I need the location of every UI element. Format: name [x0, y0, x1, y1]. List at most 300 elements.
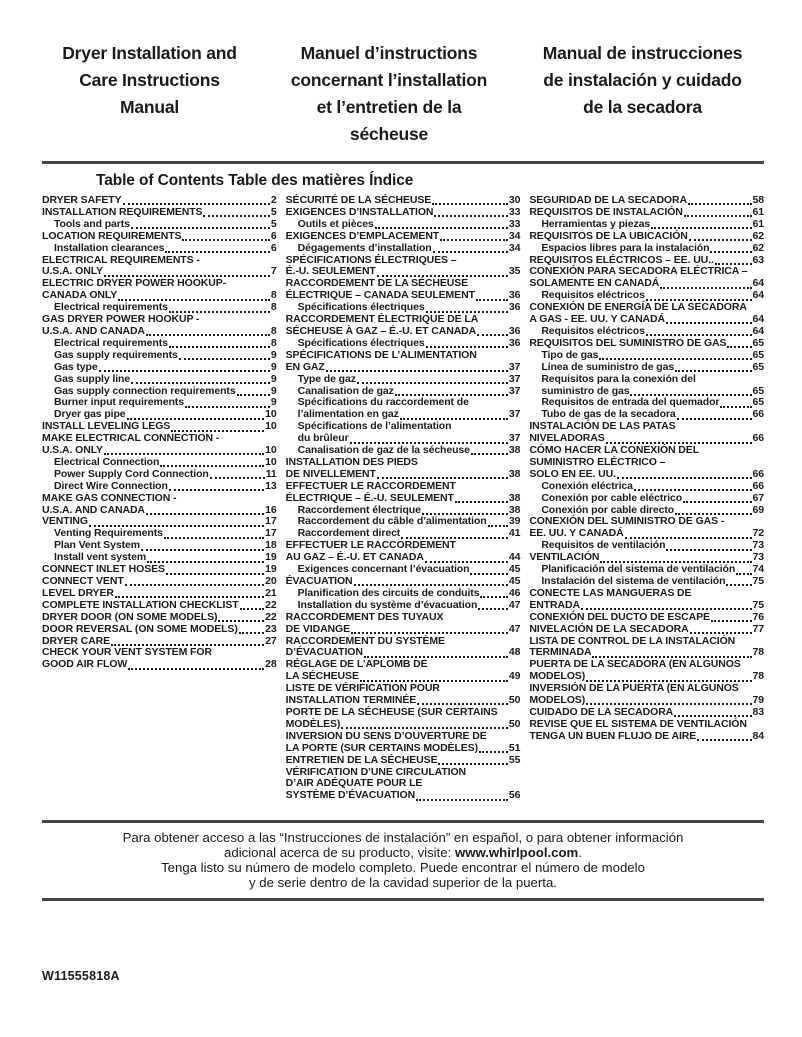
dot-leader [690, 632, 752, 634]
page-number: 38 [508, 491, 521, 504]
page-number: 61 [752, 205, 764, 218]
toc-column-spanish [529, 195, 764, 802]
dot-leader [736, 573, 751, 575]
toc-entry-line: CONEXIÓN DEL SUMINISTRO DE GAS - [529, 515, 725, 528]
toc-entry [42, 314, 277, 338]
toc-entry-text: Spécifications électriques [297, 301, 425, 314]
page-number: 65 [752, 336, 764, 349]
toc-entry-last-line [286, 362, 521, 374]
dot-leader [617, 477, 752, 479]
page-number: 79 [752, 694, 764, 707]
toc-entry [42, 362, 277, 374]
toc-entry-line: VÉRIFICATION D’UNE CIRCULATION [285, 765, 467, 778]
page-number: 8 [270, 289, 277, 302]
toc-entry-last-line [42, 624, 277, 636]
toc-entry-text: TERMINADA [529, 646, 592, 659]
toc-entry-last-line [529, 338, 764, 350]
page-number: 37 [508, 360, 521, 373]
toc-entry-text: Tubo de gas de la secadora [541, 408, 676, 421]
toc-entry-text: U.S.A. AND CANADA [42, 503, 145, 516]
toc-entry [42, 647, 277, 671]
page-number: 65 [752, 348, 764, 361]
toc-entry [42, 624, 277, 636]
dot-leader [239, 632, 264, 634]
toc-entry [529, 374, 764, 398]
toc-entry-text: REQUISITOS DE INSTALACIÓN [529, 205, 683, 218]
toc-entry-text: LA PORTE (SUR CERTAINS MODÈLES) [285, 741, 478, 754]
page-number: 8 [270, 336, 277, 349]
toc-entry-text: NIVELADORAS [529, 432, 605, 445]
toc-entry-text: Install vent system [54, 551, 147, 564]
toc-entry-text: LOCATION REQUIREMENTS [42, 229, 182, 242]
toc-entry-text: INSTALLATION TERMINÉE [285, 694, 417, 707]
dot-leader [146, 513, 264, 515]
dot-leader [440, 239, 508, 241]
toc-entry [529, 516, 764, 540]
toc-entry-text: CONNECT VENT [42, 575, 124, 587]
dot-leader [169, 346, 270, 348]
page-number: 36 [508, 289, 521, 302]
page-number: 33 [508, 205, 521, 218]
toc-entry-last-line [541, 362, 764, 374]
toc-column-english [42, 195, 277, 802]
toc-entry-text: Gas type [54, 360, 98, 373]
toc-entry-line: SPÉCIFICATIONS ÉLECTRIQUES – [285, 253, 457, 266]
toc-entry [529, 481, 764, 493]
dot-leader [726, 584, 751, 586]
whirlpool-url: www.whirlpool.com [454, 845, 579, 861]
page-number: 9 [270, 396, 277, 409]
page-number: 66 [752, 479, 764, 492]
dot-leader [720, 406, 751, 408]
dot-leader [688, 203, 752, 205]
divider-top [42, 161, 764, 164]
toc-entry-text: du brûleur [297, 432, 349, 445]
dot-leader [326, 370, 508, 372]
page-number: 35 [508, 265, 521, 278]
toc-entry [529, 683, 764, 707]
page-number: 58 [752, 194, 764, 206]
dot-leader [677, 418, 752, 420]
page-number: 2 [270, 194, 277, 206]
dot-leader [471, 453, 508, 455]
document-number: W11555818A [42, 969, 120, 983]
toc-entry-line: CHECK YOUR VENT SYSTEM FOR [42, 646, 212, 659]
dot-leader [675, 370, 751, 372]
page-number: 36 [508, 324, 521, 337]
toc-entry-last-line [54, 243, 277, 255]
toc-entry-line: INSTALLATION DES PIEDS [285, 455, 418, 468]
toc-entry-text: Exigences concernant l’évacuation [297, 563, 470, 576]
toc-entry-text: REQUISITOS ELÉCTRICOS – EE. UU.. [529, 253, 714, 266]
toc-entry-text: Electrical requirements [54, 336, 168, 349]
toc-entry-text: Conexión por cable eléctrico [541, 491, 683, 504]
toc-entry-text: SYSTÈME D’ÉVACUATION [285, 789, 416, 802]
page-number: 64 [752, 277, 764, 290]
page-number: 51 [508, 741, 521, 754]
toc-entry-text: VENTILACIÓN [529, 551, 600, 564]
footer-line-2 [42, 845, 764, 860]
toc-entry-text: MODELOS) [529, 670, 586, 683]
dot-leader [341, 727, 508, 729]
toc-entry-line: REVISE QUE EL SISTEMA DE VENTILACIÓN [529, 717, 747, 730]
toc-entry-line: LISTE DE VÉRIFICATION POUR [285, 682, 440, 695]
toc-entry-last-line [541, 481, 764, 493]
toc-entry [42, 481, 277, 493]
toc-entry-line: RACCORDEMENT ÉLECTRIQUE DE LA [285, 313, 479, 326]
toc-entry-last-line [286, 624, 521, 636]
dot-leader [666, 322, 752, 324]
toc-entry-last-line [286, 469, 521, 481]
toc-entry-last-line [286, 743, 521, 755]
toc-entry-text: EE. UU. Y CANADÁ [529, 527, 624, 540]
toc-entry-text: LA SÉCHEUSE [285, 670, 359, 683]
dot-leader [478, 608, 508, 610]
dot-leader [218, 620, 264, 622]
toc-entry-line: SPÉCIFICATIONS DE L’ALIMENTATION [285, 348, 477, 361]
dot-leader [377, 477, 508, 479]
page-number: 45 [508, 575, 521, 587]
toc-entry [286, 243, 521, 255]
toc-entry-text: CUIDADO DE LA SECADORA [529, 705, 674, 718]
page-number: 74 [752, 563, 764, 576]
toc-entry-text: SEGURIDAD DE LA SECADORA [529, 194, 687, 206]
page-number: 69 [752, 503, 764, 516]
toc-entry-text: ÉLECTRIQUE – CANADA SEULEMENT [285, 289, 475, 302]
toc-entry-line: MAKE GAS CONNECTION - [42, 491, 177, 504]
toc-entry-text: DRYER DOOR (ON SOME MODELS) [42, 610, 218, 623]
page-number: 63 [752, 253, 764, 266]
toc-entry [529, 302, 764, 326]
toc-entry-text: Installation du système d’évacuation [297, 598, 478, 611]
page-number: 67 [752, 491, 764, 504]
toc-entry-last-line [286, 231, 521, 243]
dot-leader [426, 346, 508, 348]
dot-leader [684, 215, 752, 217]
page-number: 9 [270, 348, 277, 361]
toc-entry-last-line [42, 600, 277, 612]
footer-line-1: Para obtener acceso a las “Instrucciones de instalación” en español, o para obtener información [122, 830, 684, 846]
toc-entry-text: EXIGENCES D’INSTALLATION [285, 205, 434, 218]
toc-entry-text: Gas supply connection requirements [54, 384, 236, 397]
page-number: 8 [270, 301, 277, 314]
dot-leader [470, 573, 507, 575]
page-number: 44 [508, 551, 521, 564]
page-number: 6 [270, 229, 277, 242]
dot-leader [710, 251, 751, 253]
page-number: 46 [508, 586, 521, 599]
toc-entry-line: RACCORDEMENT DE LA SÉCHEUSE [285, 277, 469, 290]
toc-entry-text: AU GAZ – É.-U. ET CANADA [285, 551, 424, 564]
footer-line-2-pre: adicional acerca de su producto, visite: [224, 845, 455, 861]
page-number: 50 [508, 717, 521, 730]
page-number: 37 [508, 372, 521, 385]
page-number: 20 [265, 575, 277, 587]
toc-entry-last-line [54, 219, 277, 231]
dot-leader [99, 370, 270, 372]
toc-entry-text: U.S.A. AND CANADA [42, 324, 145, 337]
toc-entry-last-line [54, 481, 277, 493]
dot-leader [115, 596, 264, 598]
toc-entry [529, 219, 764, 231]
toc-entry-text: ENTRETIEN DE LA SÉCHEUSE [285, 753, 438, 766]
toc-entry [286, 659, 521, 683]
toc-entry-line: RACCORDEMENT DU SYSTÈME [285, 634, 445, 647]
page-number: 10 [265, 455, 277, 468]
page-number: 10 [265, 444, 277, 457]
toc-entry-last-line [54, 362, 277, 374]
toc-entry-text: Conexión eléctrica [541, 479, 633, 492]
toc-entry-text: COMPLETE INSTALLATION CHECKLIST [42, 598, 239, 611]
toc-entry-text: VENTING [42, 515, 88, 528]
dot-leader [651, 227, 751, 229]
toc-entry-text: A GAS - EE. UU. Y CANADÁ [529, 313, 666, 326]
toc-entry-last-line [286, 790, 521, 802]
toc-entry-last-line [298, 243, 521, 255]
page-number: 78 [752, 670, 764, 683]
toc-entry-text: SÉCURITÉ DE LA SÉCHEUSE [285, 194, 432, 206]
page-number: 45 [508, 563, 521, 576]
toc-entry-text: LEVEL DRYER [42, 586, 114, 599]
page-number: 22 [265, 610, 277, 623]
toc-entry-last-line [529, 600, 764, 612]
toc-entry-text: Raccordement électrique [297, 503, 421, 516]
toc-entry-text: REQUISITOS DEL SUMINISTRO DE GAS [529, 336, 727, 349]
page-number: 76 [752, 610, 764, 623]
page-number: 27 [265, 634, 277, 647]
toc-entry [42, 243, 277, 255]
toc-entry-last-line [298, 600, 521, 612]
title-english [42, 40, 257, 148]
page-number: 41 [508, 527, 521, 540]
toc-entry-line: PUERTA DE LA SECADORA (EN ALGUNOS [529, 658, 741, 671]
page-number: 34 [508, 241, 521, 254]
dot-leader [357, 382, 508, 384]
page-number: 65 [752, 384, 764, 397]
toc-entry-text: DRYER CARE [42, 634, 111, 647]
dot-leader [131, 382, 270, 384]
toc-entry-line: ELECTRIC DRYER POWER HOOKUP- [42, 277, 227, 290]
page-number: 84 [752, 729, 764, 742]
toc-entry-text: Requisitos de ventilación [541, 539, 666, 552]
header-titles [42, 40, 764, 148]
toc-entry [529, 338, 764, 350]
dot-leader [237, 394, 270, 396]
toc-entry [286, 219, 521, 231]
toc-entry-text: Venting Requirements [54, 527, 163, 540]
page-number: 5 [270, 217, 277, 230]
toc-entry [42, 350, 277, 362]
toc-entry-text: Gas supply line [54, 372, 131, 385]
toc-entry-line: Spécifications du raccordement de [297, 396, 469, 409]
page-number: 13 [265, 479, 277, 492]
page-number: 64 [752, 324, 764, 337]
toc-entry [42, 374, 277, 386]
dot-leader [125, 584, 265, 586]
toc-entry [42, 612, 277, 624]
dot-leader [689, 239, 752, 241]
page-number: 38 [508, 503, 521, 516]
page-number: 5 [270, 205, 277, 218]
footer-note [42, 820, 764, 901]
toc-entry-text: Requisitos eléctricos [541, 289, 645, 302]
title-line: Care Instructions [79, 70, 220, 90]
toc-entry [42, 231, 277, 243]
page-number: 55 [508, 753, 521, 766]
page-number: 10 [265, 420, 277, 433]
page-number: 83 [752, 705, 764, 718]
toc-entry-text: EN GAZ [285, 360, 325, 373]
page-number: 19 [265, 563, 277, 576]
toc-entry-text: INSTALL LEVELING LEGS [42, 420, 171, 433]
page-number: 38 [508, 467, 521, 480]
page-number: 49 [508, 670, 521, 683]
dot-leader [683, 501, 751, 503]
toc-entry-text: CONNECT INLET HOSES [42, 563, 165, 576]
toc-entry-text: Electrical requirements [54, 301, 168, 314]
dot-leader [182, 239, 269, 241]
toc-entry [529, 493, 764, 505]
toc-entry-last-line [529, 231, 764, 243]
page-number: 7 [270, 265, 277, 278]
page-number: 37 [508, 432, 521, 445]
page-number: 56 [508, 789, 521, 802]
footer-line-3: Tenga listo su número de modelo completo. Puede encontrar el número de modelo [161, 860, 645, 876]
dot-leader [179, 358, 270, 360]
toc-entry [529, 659, 764, 683]
dot-leader [581, 608, 752, 610]
page-number: 19 [265, 551, 277, 564]
page-number: 65 [752, 396, 764, 409]
toc-entry [286, 767, 521, 803]
page-number: 36 [508, 301, 521, 314]
dot-leader [164, 537, 264, 539]
dot-leader [477, 334, 508, 336]
toc-entry-text: Type de gaz [297, 372, 356, 385]
dot-leader [165, 251, 270, 253]
dot-leader [599, 358, 751, 360]
toc-entry [286, 231, 521, 243]
toc-entry-last-line [541, 243, 764, 255]
toc-entry-last-line [541, 350, 764, 362]
toc-entry-last-line [286, 493, 521, 505]
page-number: 65 [752, 360, 764, 373]
dot-leader [697, 739, 751, 741]
toc-entry-text: Direct Wire Connection [54, 479, 168, 492]
toc-entry-last-line [54, 374, 277, 386]
toc-entry-text: Planificación del sistema de ventilación [541, 563, 736, 576]
dot-leader [711, 620, 752, 622]
title-line: Dryer Installation and [62, 43, 237, 63]
toc-entry [286, 481, 521, 505]
dot-leader [455, 501, 508, 503]
page-number: 17 [265, 515, 277, 528]
toc-entry-line: CONEXIÓN DE ENERGÍA DE LA SECADORA [529, 301, 747, 314]
toc-entry [286, 314, 521, 338]
toc-entry-text: Plan Vent System [54, 539, 140, 552]
toc-entry-last-line [286, 755, 521, 767]
toc-entry [286, 278, 521, 302]
toc-entry-text: D’ÉVACUATION [285, 646, 363, 659]
toc-entry-last-line [54, 469, 277, 481]
title-line: et l’entretien de la [316, 97, 462, 117]
toc-entry-text: Installation clearances [54, 241, 165, 254]
page-number: 9 [270, 360, 277, 373]
dot-leader [166, 573, 264, 575]
toc-entry-last-line [529, 624, 764, 636]
toc-entry [529, 231, 764, 243]
title-french [269, 40, 509, 148]
toc-entry-text: TENGA UN BUEN FLUJO DE AIRE [529, 729, 697, 742]
toc-entry-text: DRYER SAFETY [42, 194, 122, 206]
toc-entry-text: Requisitos eléctricos [541, 324, 645, 337]
dot-leader [185, 406, 270, 408]
page-number: 34 [508, 229, 521, 242]
toc-entry-line: GAS DRYER POWER HOOKUP - [42, 313, 200, 326]
footer-line-2-post: . [578, 845, 582, 861]
toc-entry-text: Power Supply Cord Connection [54, 467, 209, 480]
toc-entry-last-line [42, 659, 277, 671]
dot-leader [727, 346, 751, 348]
toc-entry-last-line [298, 219, 521, 231]
dot-leader [375, 227, 508, 229]
toc-entry [529, 445, 764, 481]
toc-entry-line: INSTALACIÓN DE LAS PATAS [529, 420, 676, 433]
toc-entry-text: Outils et pièces [297, 217, 374, 230]
toc-entry-text: CANADA ONLY [42, 289, 118, 302]
page-number: 9 [270, 372, 277, 385]
dot-leader [666, 549, 751, 551]
dot-leader [488, 525, 508, 527]
toc-entry-last-line [54, 350, 277, 362]
toc-entry-text: Dégagements d’installation [297, 241, 432, 254]
toc-entry [286, 755, 521, 767]
toc-entry-text: suministro de gas [541, 384, 630, 397]
toc-entry [42, 493, 277, 517]
title-line: Manual de instrucciones [542, 43, 743, 63]
toc-entry-text: DE NIVELLEMENT [285, 467, 376, 480]
page-number: 36 [508, 336, 521, 349]
toc-entry-text: Raccordement direct [297, 527, 401, 540]
page-number: 38 [508, 444, 521, 457]
toc-entry-line: RÉGLAGE DE L’APLOMB DE [285, 658, 428, 671]
title-line: de la secadora [583, 97, 702, 117]
dot-leader [434, 215, 507, 217]
toc-entry-text: NIVELACIÓN DE LA SECADORA [529, 622, 689, 635]
title-line: sécheuse [349, 124, 429, 144]
page-number: 11 [265, 467, 277, 480]
toc-entry [286, 457, 521, 481]
page-number: 48 [508, 646, 521, 659]
toc-entry [286, 421, 521, 445]
toc-entry [529, 624, 764, 636]
toc-entry [529, 719, 764, 743]
toc-entry-line: CONECTE LAS MANGUERAS DE [529, 586, 692, 599]
dot-leader [476, 299, 508, 301]
toc-entry-line: PORTE DE LA SÉCHEUSE (SUR CERTAINS [285, 705, 498, 718]
footer-line-4: y de serie dentro de la cavidad superior de la puerta. [249, 875, 557, 891]
toc-entry-last-line [529, 612, 764, 624]
dot-leader [203, 215, 269, 217]
page-number: 64 [752, 289, 764, 302]
page-number: 66 [752, 408, 764, 421]
page-number: 72 [752, 527, 764, 540]
toc-entry-line: EFFECTUER LE RACCORDEMENT [285, 539, 456, 552]
dot-leader [210, 477, 265, 479]
toc-entry-line: INVERSIÓN DE LA PUERTA (EN ALGUNOS [529, 682, 739, 695]
toc-entry-text: Canalisation de gaz [297, 384, 394, 397]
toc-entry-last-line [42, 612, 277, 624]
